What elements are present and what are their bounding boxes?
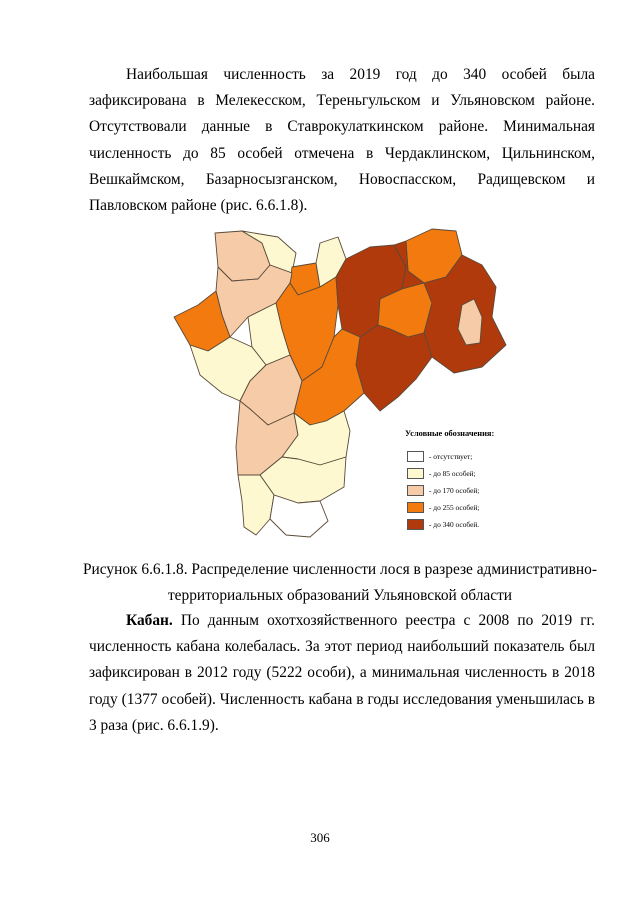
legend-label: - до 340 особей. xyxy=(429,520,480,529)
figure-caption xyxy=(60,557,620,609)
legend-swatch xyxy=(407,502,424,513)
legend-label: - до 170 особей; xyxy=(429,486,480,495)
page-number: 306 xyxy=(310,830,330,845)
map-legend xyxy=(403,425,515,533)
legend-swatch xyxy=(407,451,424,462)
paragraph-moose-2019: Наибольшая численность за 2019 год до 340 особей была зафиксирована в Мелекесском, Тереньгульском и Ульяновском районе. Отсутствовали данные в Ставрокулаткинском районе. Минимальная численность до 85 особей отмечена в Чердаклинском, Цильнинском, Вешкаймском, Базарносызганском, Новоспасском, Радищевском и Павловском районе (рис. 6.6.1.8). xyxy=(89,66,595,215)
legend-swatch xyxy=(407,468,424,479)
legend-label: - отсутствует; xyxy=(429,452,473,461)
legend-swatch xyxy=(407,519,424,530)
boar-heading: Кабан. xyxy=(126,612,173,629)
legend-label: - до 255 особей; xyxy=(429,503,480,512)
paragraph-boar xyxy=(89,608,595,739)
legend-label: - до 85 особей; xyxy=(429,469,476,478)
legend-title: Условные обозначения: xyxy=(405,429,495,438)
legend-swatch xyxy=(407,485,424,496)
caption-line-1: Рисунок 6.6.1.8. Распределение численности лося в разрезе административно- xyxy=(83,561,597,578)
caption-line-2: территориальных образований Ульяновской области xyxy=(167,587,513,604)
boar-text: По данным охотхозяйственного реестра с 2008 по 2019 гг. численность кабана колебалась. За этот период наибольший показатель был зафиксирован в 2012 году (5222 особи), а минимальная численность в 2018 году (1377 особей). Численность кабана в годы исследования уменьшилась в 3 раза (рис. 6.6.1.9). xyxy=(89,612,595,734)
map-district-terengul xyxy=(356,325,432,411)
